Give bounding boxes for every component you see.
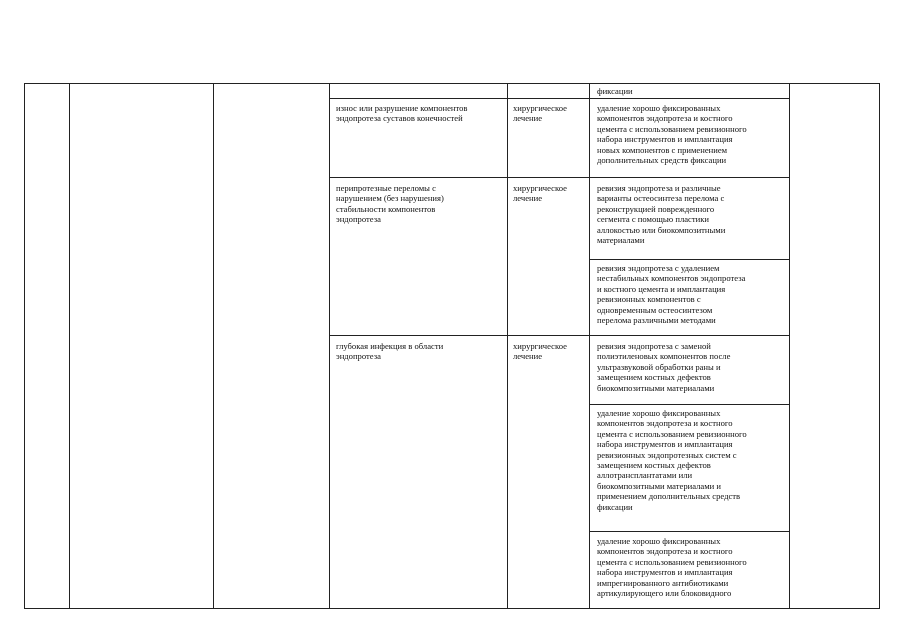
- condition-cell-1: износ или разрушение компонентов эндопротеза суставов конечностей: [336, 103, 468, 124]
- column-divider-1: [69, 83, 70, 609]
- table-right-border: [879, 83, 880, 609]
- row-divider-2: [329, 177, 790, 178]
- condition-cell-3: глубокая инфекция в области эндопротеза: [336, 341, 444, 362]
- column-divider-3: [329, 83, 330, 609]
- treatment-type-cell-3: хирургическое лечение: [513, 341, 567, 362]
- column-divider-2: [213, 83, 214, 609]
- method-cell-2-2: ревизия эндопротеза с удалением нестабильных компонентов эндопротеза и костного цемента и имплантация ревизионных компонентов с одновременным остеосинтезом перелома различными методами: [597, 263, 746, 326]
- method-cell-3-2: удаление хорошо фиксированных компонентов эндопротеза и костного цемента с использованием ревизионного набора инструментов и имплантация ревизионных эндопротезных систем с замещением костных дефектов аллотрансплантатами или биокомпозитными материалами и применением дополнительных средств фиксации: [597, 408, 747, 512]
- condition-cell-2: перипротезные переломы с нарушением (без нарушения) стабильности компонентов эндопротеза: [336, 183, 444, 225]
- table-top-border: [24, 83, 880, 84]
- method-continuation-text: фиксации: [597, 86, 633, 96]
- column-divider-4: [507, 83, 508, 609]
- method-divider-2: [589, 404, 790, 405]
- method-cell-2-1: ревизия эндопротеза и различные варианты остеосинтеза перелома с реконструкцией поврежденного сегмента с помощью пластики аллокостью или биокомпозитными материалами: [597, 183, 726, 246]
- table-bottom-border: [24, 608, 880, 609]
- treatment-type-cell-2: хирургическое лечение: [513, 183, 567, 204]
- treatment-type-cell-1: хирургическое лечение: [513, 103, 567, 124]
- method-cell-1-1: удаление хорошо фиксированных компонентов эндопротеза и костного цемента с использованием ревизионного набора инструментов и имплантация новых компонентов с применением дополнительных средств фиксации: [597, 103, 747, 166]
- method-cell-3-1: ревизия эндопротеза с заменой полиэтиленовых компонентов после ультразвуковой обработки раны и замещением костных дефектов биокомпозитными материалами: [597, 341, 731, 393]
- row-divider-3: [329, 335, 790, 336]
- table-left-border: [24, 83, 25, 609]
- row-divider-1: [329, 98, 790, 99]
- method-divider-3: [589, 531, 790, 532]
- method-cell-3-3: удаление хорошо фиксированных компонентов эндопротеза и костного цемента с использованием ревизионного набора инструментов и имплантация импрегнированного антибиотиками артикулирующего или блоковидного: [597, 536, 747, 599]
- method-divider-1: [589, 259, 790, 260]
